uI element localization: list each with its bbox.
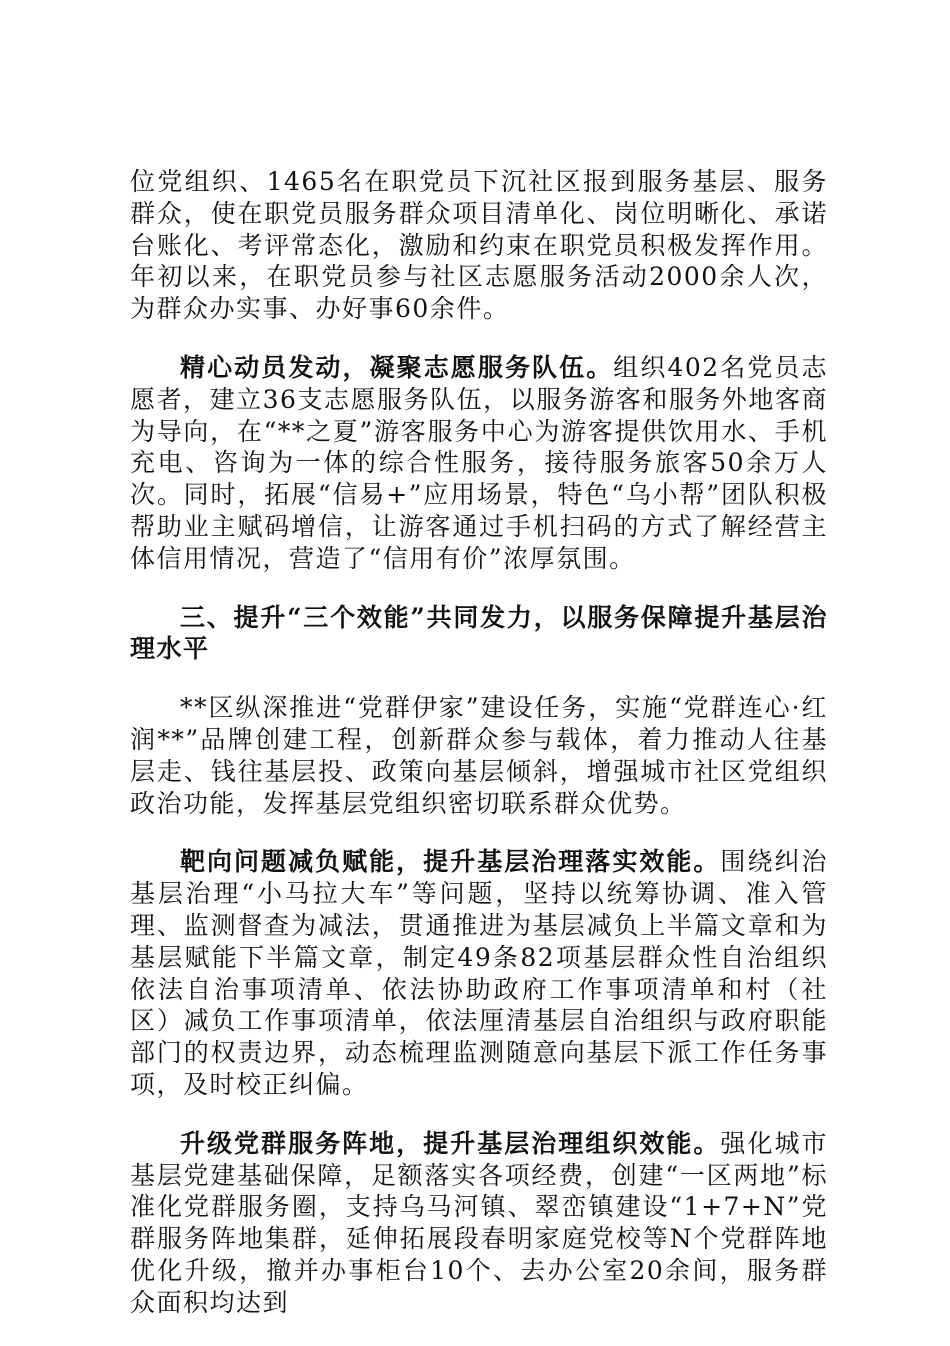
document-page <box>130 166 828 1346</box>
paragraph-3 <box>130 692 828 819</box>
paragraph-2-text: 组织402名党员志愿者，建立36支志愿服务队伍，以服务游客和服务外地客商为导向，在“**之夏”游客服务中心为游客提供饮用水、手机充电、咨询为一体的综合性服务，接待服务旅客50余万人次。同时，拓展“信易+”应用场景，特色“乌小帮”团队积极帮助业主赋码增信，让游客通过手机扫码的方式了解经营主体信用情况，营造了“信用有价”浓厚氛围。 <box>130 352 828 573</box>
paragraph-5 <box>130 1128 828 1319</box>
paragraph-4 <box>130 846 828 1100</box>
paragraph-4-lead: 靶向问题减负赋能，提升基层治理落实效能。 <box>180 847 721 877</box>
paragraph-2 <box>130 352 828 575</box>
paragraph-1 <box>130 166 828 325</box>
section-heading: 三、提升“三个效能”共同发力，以服务保障提升基层治理水平 <box>130 602 828 664</box>
paragraph-5-lead: 升级党群服务阵地，提升基层治理组织效能。 <box>180 1128 721 1158</box>
paragraph-4-text: 围绕纠治基层治理“小马拉大车”等问题，坚持以统筹协调、准入管理、监测督查为减法，贯通推进为基层减负上半篇文章和为基层赋能下半篇文章，制定49条82项基层群众性自治组织依法自治事项清单、依法协助政府工作事项清单和村（社区）减负工作事项清单，依法厘清基层自治组织与政府职能部门的权责边界，动态梳理监测随意向基层下派工作任务事项，及时校正纠偏。 <box>130 847 828 1099</box>
paragraph-3-text: **区纵深推进“党群伊家”建设任务，实施“党群连心·红润**”品牌创建工程，创新群众参与载体，着力推动人往基层走、钱往基层投、政策向基层倾斜，增强城市社区党组织政治功能，发挥基层党组织密切联系群众优势。 <box>130 693 828 818</box>
paragraph-1-text: 位党组织、1465名在职党员下沉社区报到服务基层、服务群众，使在职党员服务群众项目清单化、岗位明晰化、承诺台账化、考评常态化，激励和约束在职党员积极发挥作用。年初以来，在职党员参与社区志愿服务活动2000余人次，为群众办实事、办好事60余件。 <box>130 167 828 324</box>
paragraph-2-lead: 精心动员发动，凝聚志愿服务队伍。 <box>180 352 614 382</box>
paragraph-5-text: 强化城市基层党建基础保障，足额落实各项经费，创建“一区两地”标准化党群服务圈，支持乌马河镇、翠峦镇建设“1+7+N”党群服务阵地集群，延伸拓展段春明家庭党校等N个党群阵地优化升级，撤并办事柜台10个、去办公室20余间，服务群众面积均达到 <box>130 1128 828 1317</box>
